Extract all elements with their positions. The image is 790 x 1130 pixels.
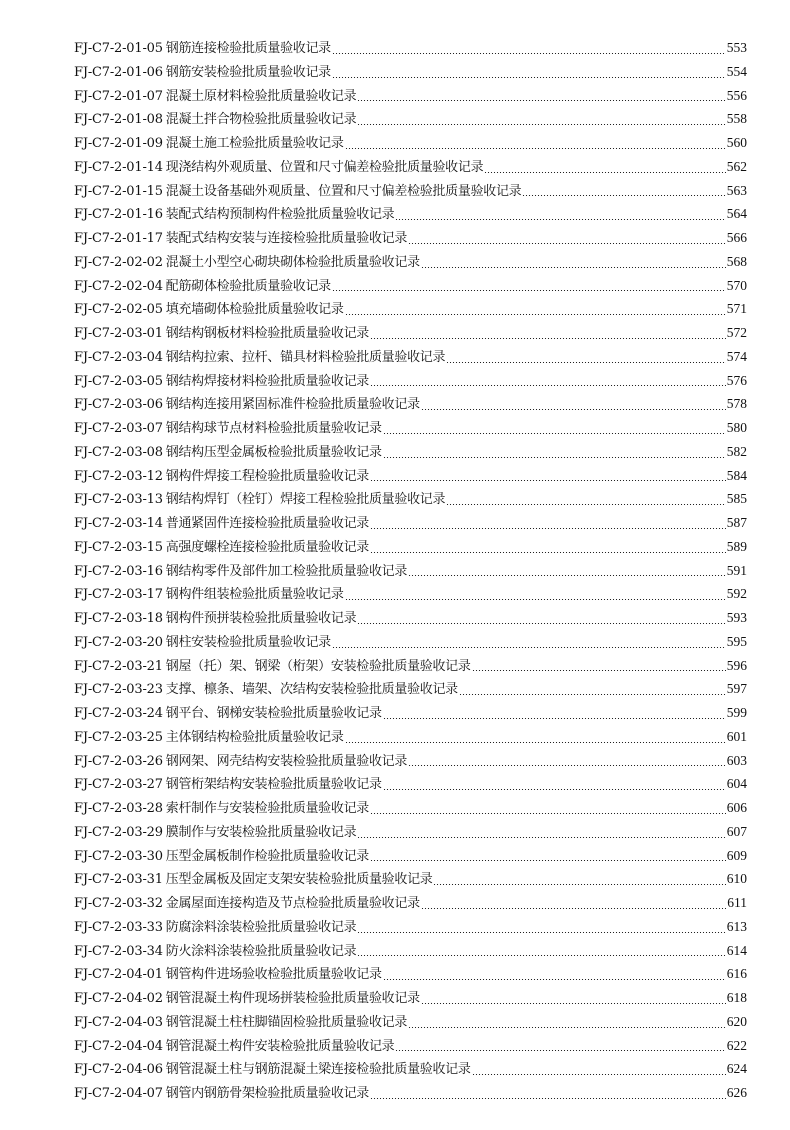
toc-entry-code: FJ-C7-2-01-14 bbox=[74, 159, 163, 175]
toc-entry-dot-leader bbox=[332, 647, 726, 648]
toc-entry-title: 钢管混凝土柱柱脚锚固检验批质量验收记录 bbox=[165, 1014, 408, 1030]
toc-entry-dot-leader bbox=[345, 314, 726, 315]
toc-entry-page-number: 593 bbox=[726, 610, 747, 625]
toc-entry[interactable] bbox=[74, 274, 747, 298]
toc-entry-dot-leader bbox=[472, 1074, 726, 1075]
toc-entry-page-number: 572 bbox=[726, 325, 747, 340]
toc-entry-dot-leader bbox=[408, 1027, 726, 1028]
toc-entry-dot-leader bbox=[357, 124, 725, 125]
toc-entry-page-number: 560 bbox=[726, 135, 747, 150]
toc-entry-title: 钢管混凝土构件现场拼装检验批质量验收记录 bbox=[165, 991, 420, 1006]
toc-entry-dot-leader bbox=[370, 860, 726, 861]
toc-entry-dot-leader bbox=[383, 789, 726, 790]
toc-entry-dot-leader bbox=[370, 528, 726, 529]
toc-entry-dot-leader bbox=[421, 1003, 726, 1004]
toc-entry[interactable] bbox=[74, 749, 747, 773]
toc-entry[interactable] bbox=[74, 60, 747, 84]
toc-entry-dot-leader bbox=[383, 433, 726, 434]
toc-entry-code: FJ-C7-2-03-01 bbox=[74, 326, 163, 341]
toc-entry[interactable] bbox=[74, 416, 747, 440]
toc-entry-title: 钢构件焊接工程检验批质量验收记录 bbox=[165, 468, 369, 484]
toc-entry-page-number: 622 bbox=[726, 1037, 747, 1053]
toc-entry-dot-leader bbox=[370, 338, 726, 339]
toc-entry-code: FJ-C7-2-01-06 bbox=[74, 64, 163, 80]
toc-entry-code: FJ-C7-2-03-26 bbox=[74, 753, 163, 769]
toc-entry-title: 混凝土施工检验批质量验收记录 bbox=[165, 136, 344, 151]
toc-entry-dot-leader bbox=[357, 100, 725, 101]
toc-entry-title: 配筋砌体检验批质量验收记录 bbox=[165, 278, 331, 294]
toc-entry[interactable] bbox=[74, 986, 747, 1010]
toc-entry-title: 钢结构拉索、拉杆、锚具材料检验批质量验收记录 bbox=[165, 349, 446, 365]
toc-entry-dot-leader bbox=[484, 172, 725, 173]
toc-entry[interactable] bbox=[74, 226, 747, 250]
toc-entry[interactable] bbox=[74, 559, 747, 583]
toc-entry-code: FJ-C7-2-03-06 bbox=[74, 397, 163, 413]
toc-entry-page-number: 576 bbox=[726, 372, 747, 388]
toc-entry-title: 钢网架、网壳结构安装检验批质量验收记录 bbox=[165, 753, 408, 769]
toc-entry-title: 钢管内钢筋骨架检验批质量验收记录 bbox=[165, 1086, 369, 1101]
toc-entry-code: FJ-C7-2-01-08 bbox=[74, 112, 163, 128]
toc-entry-dot-leader bbox=[332, 290, 726, 291]
toc-entry-dot-leader bbox=[395, 1050, 725, 1051]
toc-entry-page-number: 587 bbox=[726, 515, 747, 530]
toc-entry-page-number: 624 bbox=[726, 1061, 747, 1077]
toc-entry-page-number: 604 bbox=[726, 776, 747, 792]
toc-entry[interactable] bbox=[74, 297, 747, 321]
toc-entry-title: 支撑、檩条、墙架、次结构安装检验批质量验收记录 bbox=[165, 682, 458, 698]
toc-entry-title: 防火涂料涂装检验批质量验收记录 bbox=[165, 943, 357, 959]
toc-entry[interactable] bbox=[74, 179, 747, 203]
toc-entry-page-number: 616 bbox=[726, 966, 747, 982]
toc-entry[interactable] bbox=[74, 487, 747, 511]
toc-entry-page-number: 611 bbox=[727, 895, 747, 910]
toc-entry[interactable] bbox=[74, 725, 747, 749]
toc-entry[interactable] bbox=[74, 891, 747, 915]
toc-entry-code: FJ-C7-2-03-16 bbox=[74, 563, 163, 579]
toc-entry-dot-leader bbox=[332, 53, 726, 54]
toc-entry[interactable] bbox=[74, 867, 747, 891]
toc-entry-title: 主体钢结构检验批质量验收记录 bbox=[165, 729, 344, 745]
toc-entry[interactable] bbox=[74, 939, 747, 963]
toc-entry-code: FJ-C7-2-03-30 bbox=[74, 848, 163, 864]
toc-entry[interactable] bbox=[74, 582, 747, 606]
toc-entry-code: FJ-C7-2-03-17 bbox=[74, 587, 163, 603]
toc-entry-dot-leader bbox=[408, 575, 726, 576]
toc-entry-code: FJ-C7-2-04-06 bbox=[74, 1062, 163, 1078]
toc-entry-title: 现浇结构外观质量、位置和尺寸偏差检验批质量验收记录 bbox=[165, 159, 484, 175]
toc-entry-dot-leader bbox=[370, 1098, 726, 1099]
toc-entry-code: FJ-C7-2-03-12 bbox=[74, 468, 163, 484]
toc-entry-code: FJ-C7-2-03-08 bbox=[74, 444, 163, 460]
toc-entry-title: 钢筋连接检验批质量验收记录 bbox=[165, 41, 331, 56]
toc-entry-page-number: 558 bbox=[726, 111, 747, 127]
toc-entry[interactable] bbox=[74, 844, 747, 868]
toc-entry-title: 混凝土小型空心砌块砌体检验批质量验收记录 bbox=[165, 254, 420, 270]
toc-entry-title: 普通紧固件连接检验批质量验收记录 bbox=[165, 516, 369, 531]
toc-entry-title: 钢管构件进场验收检验批质量验收记录 bbox=[165, 967, 382, 983]
toc-entry-dot-leader bbox=[459, 694, 726, 695]
toc-entry-title: 钢结构钢板材料检验批质量验收记录 bbox=[165, 326, 369, 341]
toc-entry[interactable] bbox=[74, 606, 747, 630]
toc-entry-page-number: 556 bbox=[726, 87, 747, 103]
toc-entry-page-number: 610 bbox=[726, 871, 747, 887]
toc-entry-code: FJ-C7-2-04-01 bbox=[74, 967, 163, 983]
toc-entry-dot-leader bbox=[421, 267, 726, 268]
toc-entry-page-number: 574 bbox=[726, 348, 747, 364]
toc-entry-code: FJ-C7-2-02-04 bbox=[74, 278, 163, 294]
toc-entry-dot-leader bbox=[395, 219, 725, 220]
toc-entry[interactable] bbox=[74, 345, 747, 369]
toc-entry-dot-leader bbox=[370, 813, 726, 814]
toc-entry-code: FJ-C7-2-03-28 bbox=[74, 801, 163, 816]
toc-entry-page-number: 601 bbox=[726, 728, 747, 744]
toc-entry-title: 钢管混凝土构件安装检验批质量验收记录 bbox=[165, 1038, 395, 1054]
toc-entry-title: 膜制作与安装检验批质量验收记录 bbox=[165, 824, 357, 840]
toc-entry-dot-leader bbox=[421, 908, 726, 909]
toc-entry-title: 索杆制作与安装检验批质量验收记录 bbox=[165, 801, 369, 816]
toc-entry-page-number: 584 bbox=[726, 467, 747, 483]
toc-entry-dot-leader bbox=[357, 932, 725, 933]
toc-entry-title: 钢结构零件及部件加工检验批质量验收记录 bbox=[165, 563, 408, 579]
toc-entry-title: 钢结构球节点材料检验批质量验收记录 bbox=[165, 421, 382, 436]
toc-entry-page-number: 564 bbox=[726, 206, 747, 222]
toc-entry-page-number: 585 bbox=[726, 491, 747, 507]
toc-entry[interactable] bbox=[74, 321, 747, 345]
toc-entry-title: 高强度螺栓连接检验批质量验收记录 bbox=[165, 539, 369, 555]
toc-entry-title: 金属屋面连接构造及节点检验批质量验收记录 bbox=[165, 896, 420, 911]
toc-entry-dot-leader bbox=[345, 599, 726, 600]
toc-entry-page-number: 618 bbox=[726, 990, 747, 1005]
toc-entry-title: 填充墙砌体检验批质量验收记录 bbox=[165, 302, 344, 318]
toc-entry-title: 钢管桁架结构安装检验批质量验收记录 bbox=[165, 777, 382, 793]
toc-entry-title: 钢结构连接用紧固标准件检验批质量验收记录 bbox=[165, 397, 420, 413]
toc-entry-dot-leader bbox=[357, 955, 725, 956]
toc-entry-code: FJ-C7-2-04-07 bbox=[74, 1086, 163, 1101]
toc-entry-code: FJ-C7-2-03-34 bbox=[74, 943, 163, 959]
toc-entry-code: FJ-C7-2-03-31 bbox=[74, 872, 163, 888]
toc-entry[interactable] bbox=[74, 464, 747, 488]
toc-entry-dot-leader bbox=[383, 718, 726, 719]
toc-entry-code: FJ-C7-2-03-29 bbox=[74, 824, 163, 840]
toc-entry[interactable] bbox=[74, 155, 747, 179]
toc-entry-title: 钢屋（托）架、钢梁（桁架）安装检验批质量验收记录 bbox=[165, 658, 471, 674]
toc-entry-code: FJ-C7-2-03-27 bbox=[74, 777, 163, 793]
toc-entry[interactable] bbox=[74, 701, 747, 725]
toc-entry-title: 装配式结构安装与连接检验批质量验收记录 bbox=[165, 231, 408, 246]
toc-entry-code: FJ-C7-2-02-02 bbox=[74, 254, 163, 270]
toc-entry-title: 混凝土原材料检验批质量验收记录 bbox=[165, 88, 357, 104]
toc-entry-dot-leader bbox=[357, 623, 725, 624]
toc-entry-page-number: 613 bbox=[726, 918, 747, 934]
toc-entry-title: 混凝土设备基础外观质量、位置和尺寸偏差检验批质量验收记录 bbox=[165, 183, 522, 199]
toc-entry[interactable] bbox=[74, 630, 747, 654]
toc-entry-page-number: 571 bbox=[726, 301, 747, 317]
toc-entry[interactable] bbox=[74, 84, 747, 108]
toc-entry-page-number: 554 bbox=[726, 63, 747, 79]
toc-entry[interactable] bbox=[74, 131, 747, 155]
toc-entry-code: FJ-C7-2-04-02 bbox=[74, 991, 163, 1006]
toc-entry-title: 钢柱安装检验批质量验收记录 bbox=[165, 634, 331, 650]
toc-entry[interactable] bbox=[74, 1034, 747, 1058]
toc-entry[interactable] bbox=[74, 915, 747, 939]
toc-entry-code: FJ-C7-2-01-09 bbox=[74, 136, 163, 151]
toc-entry-dot-leader bbox=[383, 457, 726, 458]
toc-entry-code: FJ-C7-2-03-14 bbox=[74, 516, 163, 531]
toc-entry[interactable] bbox=[74, 535, 747, 559]
toc-entry[interactable] bbox=[74, 369, 747, 393]
toc-entry-dot-leader bbox=[408, 243, 726, 244]
toc-entry-title: 钢筋安装检验批质量验收记录 bbox=[165, 64, 331, 80]
toc-entry[interactable] bbox=[74, 250, 747, 274]
toc-entry-title: 钢管混凝土柱与钢筋混凝土梁连接检验批质量验收记录 bbox=[165, 1062, 471, 1078]
toc-entry-dot-leader bbox=[421, 409, 726, 410]
toc-entry-code: FJ-C7-2-03-15 bbox=[74, 539, 163, 555]
toc-entry-code: FJ-C7-2-01-05 bbox=[74, 41, 163, 56]
toc-entry-page-number: 566 bbox=[726, 230, 747, 245]
toc-entry[interactable] bbox=[74, 511, 747, 535]
toc-entry-title: 钢结构焊钉（栓钉）焊接工程检验批质量验收记录 bbox=[165, 492, 446, 508]
toc-entry-title: 装配式结构预制构件检验批质量验收记录 bbox=[165, 207, 395, 223]
toc-entry-page-number: 591 bbox=[726, 562, 747, 578]
toc-entry-code: FJ-C7-2-03-20 bbox=[74, 634, 163, 650]
toc-entry-dot-leader bbox=[370, 385, 726, 386]
toc-entry-dot-leader bbox=[446, 362, 726, 363]
toc-entry-page-number: 595 bbox=[726, 633, 747, 649]
toc-entry[interactable] bbox=[74, 392, 747, 416]
toc-entry-page-number: 626 bbox=[726, 1085, 747, 1100]
toc-entry-dot-leader bbox=[408, 765, 726, 766]
toc-entry[interactable] bbox=[74, 962, 747, 986]
toc-entry-title: 钢结构焊接材料检验批质量验收记录 bbox=[165, 373, 369, 389]
toc-entry-page-number: 589 bbox=[726, 538, 747, 554]
toc-entry-dot-leader bbox=[332, 77, 726, 78]
toc-entry-dot-leader bbox=[370, 552, 726, 553]
toc-entry[interactable] bbox=[74, 772, 747, 796]
toc-entry-code: FJ-C7-2-03-24 bbox=[74, 706, 163, 721]
toc-entry-title: 压型金属板制作检验批质量验收记录 bbox=[165, 848, 369, 864]
toc-entry-code: FJ-C7-2-01-07 bbox=[74, 88, 163, 104]
toc-entry[interactable] bbox=[74, 1081, 747, 1105]
toc-entry-page-number: 614 bbox=[726, 942, 747, 958]
toc-entry-dot-leader bbox=[433, 884, 725, 885]
toc-entry-page-number: 620 bbox=[726, 1013, 747, 1029]
toc-entry-page-number: 606 bbox=[726, 800, 747, 815]
toc-entry-code: FJ-C7-2-03-05 bbox=[74, 373, 163, 389]
toc-entry-page-number: 562 bbox=[726, 158, 747, 174]
toc-entry-page-number: 597 bbox=[726, 681, 747, 697]
toc-entry-code: FJ-C7-2-03-18 bbox=[74, 611, 163, 626]
toc-entry-page-number: 568 bbox=[726, 253, 747, 269]
toc-entry-page-number: 580 bbox=[726, 420, 747, 435]
toc-entry-page-number: 553 bbox=[726, 40, 747, 55]
toc-entry-page-number: 603 bbox=[726, 752, 747, 768]
toc-entry-title: 防腐涂料涂装检验批质量验收记录 bbox=[165, 919, 357, 935]
toc-entry-code: FJ-C7-2-04-03 bbox=[74, 1014, 163, 1030]
toc-entry-dot-leader bbox=[446, 504, 726, 505]
toc-entry-dot-leader bbox=[345, 148, 726, 149]
toc-entry-code: FJ-C7-2-04-04 bbox=[74, 1038, 163, 1054]
toc-entry-title: 钢构件组装检验批质量验收记录 bbox=[165, 587, 344, 603]
toc-entry[interactable] bbox=[74, 36, 747, 60]
toc-entry-code: FJ-C7-2-03-07 bbox=[74, 421, 163, 436]
toc-entry-code: FJ-C7-2-03-25 bbox=[74, 729, 163, 745]
toc-entry-code: FJ-C7-2-03-32 bbox=[74, 896, 163, 911]
toc-entry[interactable] bbox=[74, 820, 747, 844]
toc-entry[interactable] bbox=[74, 677, 747, 701]
toc-entry[interactable] bbox=[74, 202, 747, 226]
toc-entry[interactable] bbox=[74, 1010, 747, 1034]
toc-entry-dot-leader bbox=[522, 195, 725, 196]
toc-entry-code: FJ-C7-2-03-23 bbox=[74, 682, 163, 698]
toc-entry-page-number: 582 bbox=[726, 443, 747, 459]
toc-entry-code: FJ-C7-2-01-16 bbox=[74, 207, 163, 223]
toc-entry-dot-leader bbox=[383, 979, 726, 980]
table-of-contents bbox=[74, 36, 747, 1105]
toc-entry-dot-leader bbox=[472, 670, 726, 671]
toc-entry-page-number: 563 bbox=[726, 182, 747, 198]
toc-entry-title: 钢构件预拼装检验批质量验收记录 bbox=[165, 611, 357, 626]
toc-entry[interactable] bbox=[74, 796, 747, 820]
toc-entry-title: 压型金属板及固定支架安装检验批质量验收记录 bbox=[165, 872, 433, 888]
toc-entry-code: FJ-C7-2-01-15 bbox=[74, 183, 163, 199]
toc-entry-dot-leader bbox=[370, 480, 726, 481]
toc-entry-page-number: 578 bbox=[726, 396, 747, 412]
toc-entry-code: FJ-C7-2-01-17 bbox=[74, 231, 163, 246]
toc-entry[interactable] bbox=[74, 440, 747, 464]
toc-entry-page-number: 599 bbox=[726, 705, 747, 720]
toc-entry-title: 钢结构压型金属板检验批质量验收记录 bbox=[165, 444, 382, 460]
toc-entry-title: 钢平台、钢梯安装检验批质量验收记录 bbox=[165, 706, 382, 721]
toc-entry-code: FJ-C7-2-03-04 bbox=[74, 349, 163, 365]
toc-entry-code: FJ-C7-2-02-05 bbox=[74, 302, 163, 318]
toc-entry-code: FJ-C7-2-03-33 bbox=[74, 919, 163, 935]
toc-entry-dot-leader bbox=[345, 742, 726, 743]
toc-entry-page-number: 592 bbox=[726, 586, 747, 602]
toc-entry-page-number: 570 bbox=[726, 277, 747, 293]
toc-entry-page-number: 596 bbox=[726, 657, 747, 673]
toc-entry[interactable] bbox=[74, 107, 747, 131]
toc-entry-code: FJ-C7-2-03-21 bbox=[74, 658, 163, 674]
toc-entry-code: FJ-C7-2-03-13 bbox=[74, 492, 163, 508]
toc-entry[interactable] bbox=[74, 654, 747, 678]
toc-entry-title: 混凝土拌合物检验批质量验收记录 bbox=[165, 112, 357, 128]
toc-entry-page-number: 607 bbox=[726, 823, 747, 839]
toc-entry-page-number: 609 bbox=[726, 847, 747, 863]
toc-entry-dot-leader bbox=[357, 837, 725, 838]
toc-entry[interactable] bbox=[74, 1057, 747, 1081]
